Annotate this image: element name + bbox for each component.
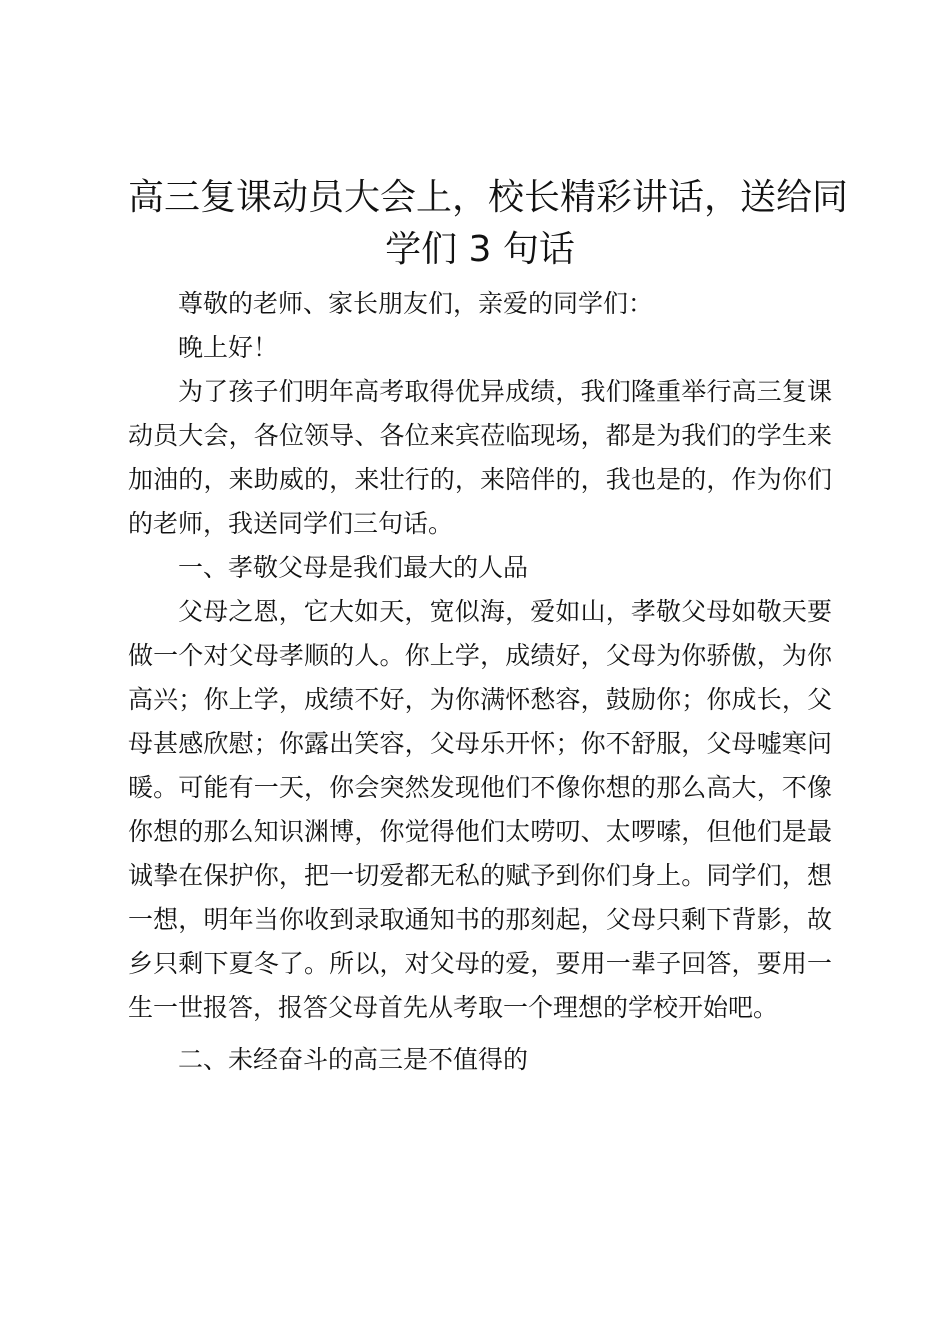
section-1-heading: 一、孝敬父母是我们最大的人品 [178,553,529,582]
salutation: 晚上好！ [178,333,279,362]
section-2-heading: 二、未经奋斗的高三是不值得的 [178,1045,529,1074]
paragraph-spacer [128,1030,832,1038]
intro-paragraph: 为了孩子们明年高考取得优异成绩，我们隆重举行高三复课动员大会，各位领导、各位来宾莅临现场，都是为我们的学生来加油的，来助威的，来壮行的，来陪伴的，我也是的，作为你们的老师，我送同学们三句话。 [128,377,832,538]
title-line-2: 学们 3 句话 [385,229,575,270]
title-line-1: 高三复课动员大会上，校长精彩讲话，送给同 [128,177,849,218]
greeting: 尊敬的老师、家长朋友们，亲爱的同学们： [178,289,654,318]
section-1-paragraph: 父母之恩，它大如天，宽似海，爱如山，孝敬父母如敬天要做一个对父母孝顺的人。你上学，成绩好，父母为你骄傲，为你高兴；你上学，成绩不好，为你满怀愁容，鼓励你；你成长，父母甚感欣慰；你露出笑容，父母乐开怀；你不舒服，父母嘘寒问暖。可能有一天，你会突然发现他们不像你想的那么高大，不像你想的那么知识渊博，你觉得他们太唠叨、太啰嗦，但他们是最诚挚在保护你，把一切爱都无私的赋予到你们身上。同学们，想一想，明年当你收到录取通知书的那刻起，父母只剩下背影，故乡只剩下夏冬了。所以，对父母的爱，要用一辈子回答，要用一生一世报答，报答父母首先从考取一个理想的学校开始吧。 [128,597,832,1022]
document-page [128,172,849,1082]
document-body [128,282,832,1082]
document-title [128,172,849,276]
